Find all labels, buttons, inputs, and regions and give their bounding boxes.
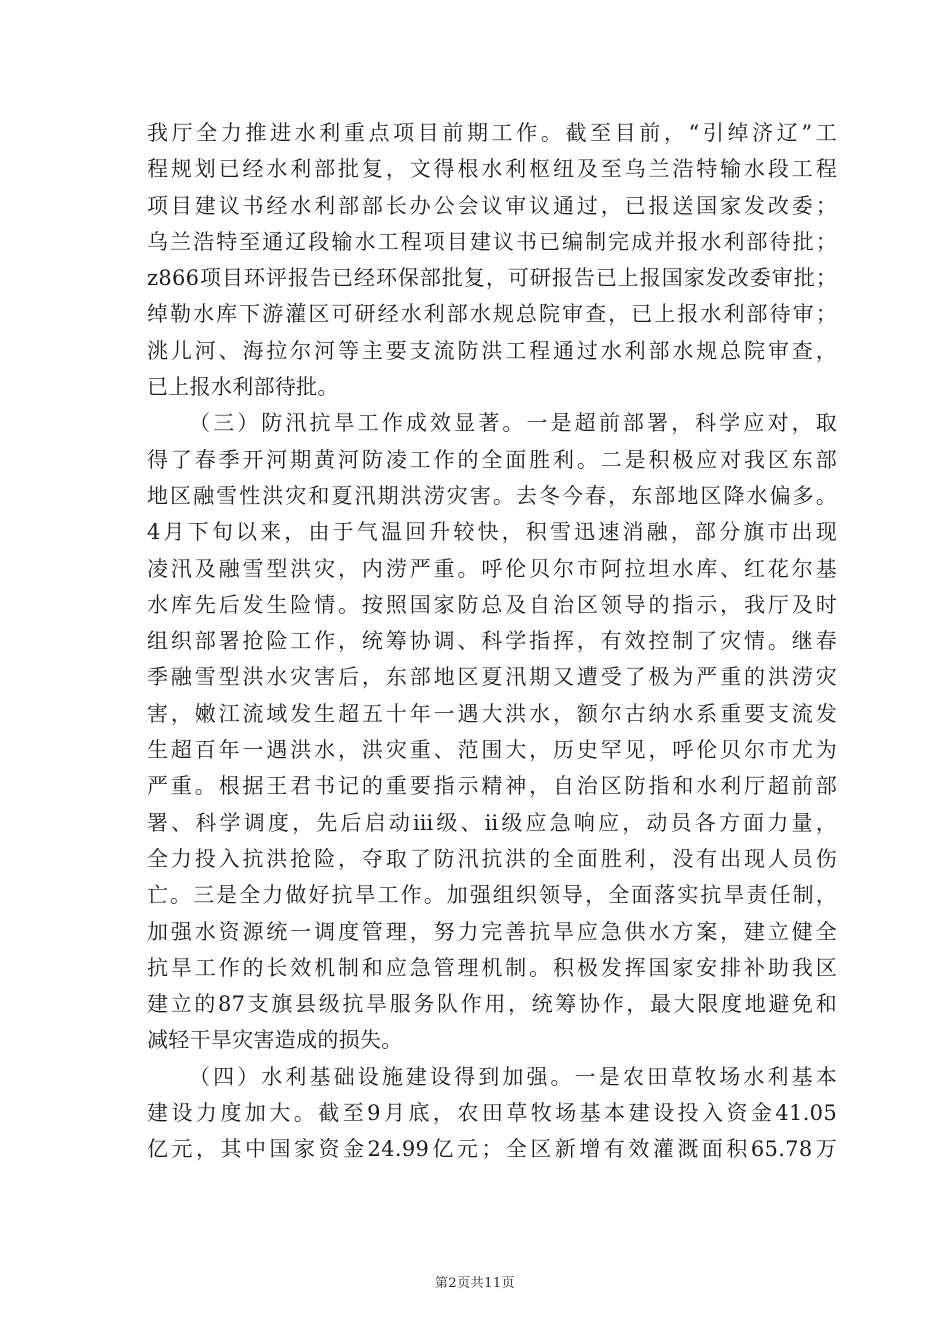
- text-line: 抗旱工作的长效机制和应急管理机制。积极发挥国家安排补助我区: [147, 955, 837, 980]
- text-line: 加强水资源统一调度管理，努力完善抗旱应急供水方案，建立健全: [147, 919, 837, 944]
- text-line: 洮儿河、海拉尔河等主要支流防洪工程通过水利部水规总院审查，: [147, 338, 837, 363]
- text-line: 地区融雪性洪灾和夏汛期洪涝灾害。去冬今春，东部地区降水偏多。: [147, 483, 837, 508]
- text-line: 建立的87支旗县级抗旱服务队作用，统筹协作，最大限度地避免和: [147, 992, 837, 1017]
- text-line: 建设力度加大。截至9月底，农田草牧场基本建设投入资金41.05: [147, 1101, 837, 1126]
- text-line: 组织部署抢险工作，统筹协调、科学指挥，有效控制了灾情。继春: [147, 629, 837, 654]
- text-line: 全力投入抗洪抢险，夺取了防汛抗洪的全面胜利，没有出现人员伤: [147, 846, 837, 871]
- text-line: 我厅全力推进水利重点项目前期工作。截至目前，“引绰济辽”工: [147, 121, 837, 145]
- text-line: 绰勒水库下游灌区可研经水利部水规总院审查，已上报水利部待审；: [147, 302, 837, 327]
- text-line: 程规划已经水利部批复，文得根水利枢纽及至乌兰浩特输水段工程: [147, 157, 837, 182]
- text-line: 水库先后发生险情。按照国家防总及自治区领导的指示，我厅及时: [147, 592, 837, 617]
- page-number-footer: 第2页共11页: [434, 1276, 516, 1291]
- text-line: 凌汛及融雪型洪灾，内涝严重。呼伦贝尔市阿拉坦水库、红花尔基: [147, 556, 837, 581]
- text-line: 署、科学调度，先后启动ⅲ级、ⅱ级应急响应，动员各方面力量，: [147, 810, 837, 835]
- text-line: 4月下旬以来，由于气温回升较快，积雪迅速消融，部分旗市出现: [147, 520, 837, 545]
- text-line: 已上报水利部待批。: [147, 375, 339, 400]
- text-line: 得了春季开河期黄河防凌工作的全面胜利。二是积极应对我区东部: [147, 447, 837, 472]
- text-line: 生超百年一遇洪水，洪灾重、范围大，历史罕见，呼伦贝尔市尤为: [147, 738, 837, 763]
- text-line: 减轻干旱灾害造成的损失。: [147, 1028, 403, 1053]
- text-line: （三）防汛抗旱工作成效显著。一是超前部署，科学应对，取: [189, 411, 837, 436]
- text-line: 项目建议书经水利部部长办公会议审议通过，已报送国家发改委；: [147, 193, 837, 218]
- text-line: 乌兰浩特至通辽段输水工程项目建议书已编制完成并报水利部待批；: [147, 229, 837, 254]
- text-line: 害，嫩江流域发生超五十年一遇大洪水，额尔古纳水系重要支流发: [147, 701, 837, 726]
- text-line: 季融雪型洪水灾害后，东部地区夏汛期又遭受了极为严重的洪涝灾: [147, 665, 837, 690]
- text-line: 严重。根据王君书记的重要指示精神，自治区防指和水利厅超前部: [147, 774, 837, 799]
- text-line: 亿元，其中国家资金24.99亿元；全区新增有效灌溉面积65.78万: [147, 1137, 837, 1162]
- text-line: 亡。三是全力做好抗旱工作。加强组织领导，全面落实抗旱责任制，: [147, 883, 837, 908]
- body-text: [147, 115, 837, 1168]
- text-line: （四）水利基础设施建设得到加强。一是农田草牧场水利基本: [189, 1064, 837, 1089]
- text-line: z866项目环评报告已经环保部批复，可研报告已上报国家发改委审批；: [147, 266, 837, 291]
